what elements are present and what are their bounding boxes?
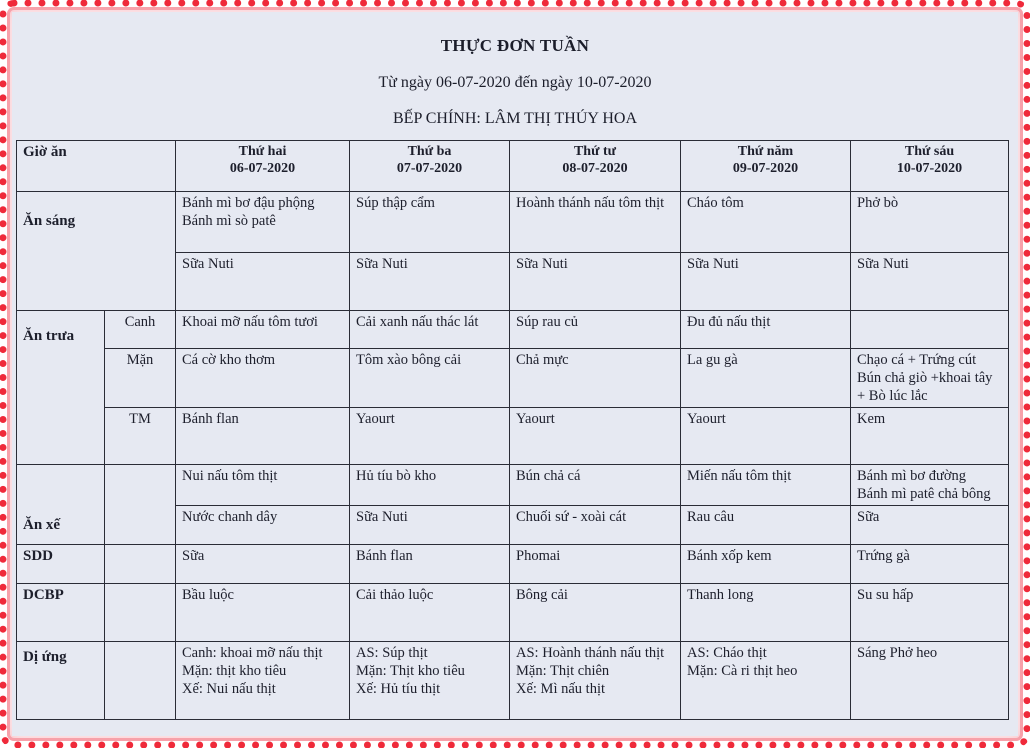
- menu-cell: Hủ tíu bò kho: [350, 465, 510, 506]
- menu-cell: Bánh flan: [350, 545, 510, 584]
- menu-cell: Tôm xào bông cải: [350, 349, 510, 408]
- menu-cell: Sữa Nuti: [510, 253, 681, 311]
- meal-label-dcbp: DCBP: [17, 584, 105, 642]
- menu-cell: Chạo cá + Trứng cút Bún chả giò +khoai tây + Bò lúc lắc: [851, 349, 1009, 408]
- menu-cell: Bánh flan: [176, 408, 350, 465]
- menu-cell: Sữa: [176, 545, 350, 584]
- lunch-row-canh: [17, 311, 1009, 349]
- menu-cell: Bún chả cá: [510, 465, 681, 506]
- menu-cell: Sáng Phở heo: [851, 642, 1009, 720]
- meal-label-breakfast: Ăn sáng: [17, 192, 176, 311]
- menu-cell: Yaourt: [681, 408, 851, 465]
- menu-cell: Bánh xốp kem: [681, 545, 851, 584]
- menu-cell: La gu gà: [681, 349, 851, 408]
- menu-cell: Chuối sứ - xoài cát: [510, 506, 681, 545]
- menu-document: [12, 12, 1018, 736]
- menu-cell: Chả mực: [510, 349, 681, 408]
- menu-cell: Sữa Nuti: [851, 253, 1009, 311]
- meal-label-snack: Ăn xế: [17, 465, 105, 545]
- menu-cell: Súp thập cẩm: [350, 192, 510, 253]
- empty-sub-cell: [105, 584, 176, 642]
- sub-label-man: Mặn: [105, 349, 176, 408]
- menu-cell: Rau câu: [681, 506, 851, 545]
- breakfast-row-1: [17, 192, 1009, 253]
- head-chef: BẾP CHÍNH: LÂM THỊ THÚY HOA: [393, 110, 637, 127]
- menu-cell: Sữa Nuti: [350, 253, 510, 311]
- day-header-fri: Thứ sáu 10-07-2020: [851, 141, 1009, 192]
- meal-label-sdd: SDD: [17, 545, 105, 584]
- menu-cell: Bầu luộc: [176, 584, 350, 642]
- menu-cell: Súp rau củ: [510, 311, 681, 349]
- lunch-row-tm: [17, 408, 1009, 465]
- menu-cell: [851, 311, 1009, 349]
- menu-cell: AS: Cháo thịt Mặn: Cà ri thịt heo: [681, 642, 851, 720]
- day-header-thu: Thứ năm 09-07-2020: [681, 141, 851, 192]
- menu-cell: Nước chanh dây: [176, 506, 350, 545]
- document-title: THỰC ĐƠN TUẦN: [440, 36, 590, 55]
- corner-label: Giờ ăn: [17, 141, 176, 192]
- empty-sub-cell: [105, 545, 176, 584]
- menu-cell: Khoai mỡ nấu tôm tươi: [176, 311, 350, 349]
- snack-row-1: [17, 465, 1009, 506]
- sub-label-canh: Canh: [105, 311, 176, 349]
- menu-cell: Yaourt: [350, 408, 510, 465]
- menu-cell: Trứng gà: [851, 545, 1009, 584]
- menu-cell: Sữa Nuti: [681, 253, 851, 311]
- empty-sub-cell: [105, 642, 176, 720]
- menu-cell: Hoành thánh nấu tôm thịt: [510, 192, 681, 253]
- header-row: [17, 141, 1009, 192]
- empty-sub-cell: [105, 465, 176, 545]
- menu-cell: Bánh mì bơ đường Bánh mì patê chả bông: [851, 465, 1009, 506]
- menu-cell: Cháo tôm: [681, 192, 851, 253]
- date-range: Từ ngày 06-07-2020 đến ngày 10-07-2020: [378, 74, 652, 91]
- meal-label-allergy: Dị ứng: [17, 642, 105, 720]
- menu-cell: Sữa: [851, 506, 1009, 545]
- menu-cell: Su su hấp: [851, 584, 1009, 642]
- allergy-row: [17, 642, 1009, 720]
- sdd-row: [17, 545, 1009, 584]
- menu-cell: Phở bò: [851, 192, 1009, 253]
- menu-cell: Canh: khoai mỡ nấu thịt Mặn: thịt kho tiêu Xế: Nui nấu thịt: [176, 642, 350, 720]
- lunch-row-man: [17, 349, 1009, 408]
- menu-cell: Sữa Nuti: [350, 506, 510, 545]
- menu-cell: Đu đủ nấu thịt: [681, 311, 851, 349]
- weekly-menu-table: [16, 140, 1009, 720]
- menu-cell: Cải xanh nấu thác lát: [350, 311, 510, 349]
- menu-cell: Bông cải: [510, 584, 681, 642]
- day-header-tue: Thứ ba 07-07-2020: [350, 141, 510, 192]
- menu-cell: Phomai: [510, 545, 681, 584]
- menu-cell: Nui nấu tôm thịt: [176, 465, 350, 506]
- menu-cell: Bánh mì bơ đậu phộng Bánh mì sò patê: [176, 192, 350, 253]
- menu-cell: Thanh long: [681, 584, 851, 642]
- meal-label-lunch: Ăn trưa: [17, 311, 105, 465]
- dcbp-row: [17, 584, 1009, 642]
- menu-cell: Miến nấu tôm thịt: [681, 465, 851, 506]
- menu-cell: Cải thảo luộc: [350, 584, 510, 642]
- menu-cell: AS: Hoành thánh nấu thịt Mặn: Thịt chiên Xế: Mì nấu thịt: [510, 642, 681, 720]
- menu-cell: Cá cờ kho thơm: [176, 349, 350, 408]
- menu-cell: Sữa Nuti: [176, 253, 350, 311]
- menu-cell: Kem: [851, 408, 1009, 465]
- day-header-wed: Thứ tư 08-07-2020: [510, 141, 681, 192]
- sub-label-tm: TM: [105, 408, 176, 465]
- day-header-mon: Thứ hai 06-07-2020: [176, 141, 350, 192]
- menu-cell: Yaourt: [510, 408, 681, 465]
- menu-cell: AS: Súp thịt Mặn: Thịt kho tiêu Xế: Hủ tíu thịt: [350, 642, 510, 720]
